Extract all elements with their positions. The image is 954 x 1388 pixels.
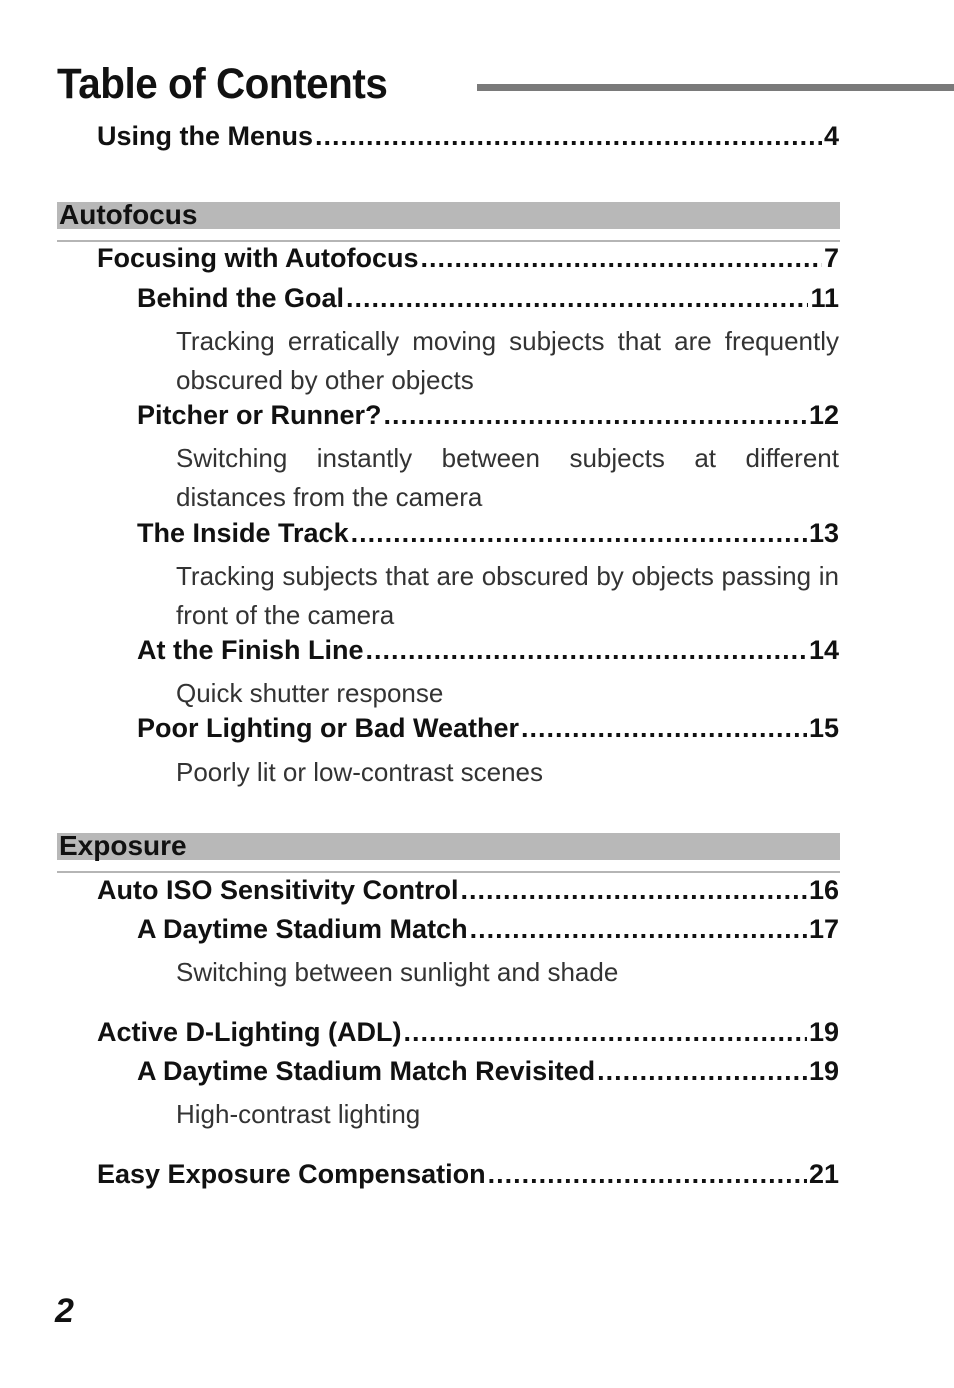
toc-entry-active-d-lighting[interactable] <box>97 1017 839 1053</box>
toc-entry-the-inside-track[interactable] <box>137 518 839 554</box>
toc-entry-label: Poor Lighting or Bad Weather <box>137 713 520 743</box>
dot-leader <box>315 121 822 152</box>
toc-entry-page: 11 <box>810 283 839 313</box>
section-header-exposure <box>57 830 840 873</box>
page-header <box>57 56 954 112</box>
section-title: Exposure <box>59 830 187 861</box>
dot-leader <box>420 243 822 274</box>
dot-leader <box>384 400 807 431</box>
title-rule <box>477 84 954 91</box>
toc-entry-description: Switching instantly between subjects at different distances from the camera <box>176 443 839 512</box>
toc-entry-description: Switching between sunlight and shade <box>176 957 619 987</box>
section-title: Autofocus <box>59 199 198 230</box>
dot-leader <box>351 518 807 549</box>
toc-entry-label: Pitcher or Runner? <box>137 400 382 430</box>
toc-entry-description: Poorly lit or low-contrast scenes <box>176 757 544 787</box>
section-header-autofocus <box>57 199 840 242</box>
dot-leader <box>597 1056 807 1087</box>
toc-entry-page: 15 <box>808 713 839 743</box>
toc-entry-page: 21 <box>808 1159 839 1189</box>
toc-entry-description: Quick shutter response <box>176 678 444 708</box>
toc-entry-page: 14 <box>808 635 839 665</box>
toc-entry-page: 17 <box>808 914 839 944</box>
toc-entry-label: Auto ISO Sensitivity Control <box>97 875 459 905</box>
dot-leader <box>461 875 807 906</box>
toc-entry-label: Active D-Lighting (ADL) <box>97 1017 402 1047</box>
toc-entry-page: 4 <box>823 121 839 151</box>
toc-entry-label: Behind the Goal <box>137 283 345 313</box>
toc-entry-description: High-contrast lighting <box>176 1099 421 1129</box>
toc-entry-page: 13 <box>808 518 839 548</box>
toc-entry-auto-iso[interactable] <box>97 875 839 911</box>
toc-entry-poor-lighting[interactable] <box>137 713 839 749</box>
toc-entry-label: The Inside Track <box>137 518 349 548</box>
toc-entry-focusing-with-autofocus[interactable] <box>97 243 839 279</box>
toc-entry-using-menus[interactable] <box>97 121 839 157</box>
page-title: Table of Contents <box>57 59 388 108</box>
toc-entry-behind-the-goal[interactable] <box>137 283 839 319</box>
toc-entry-pitcher-or-runner[interactable] <box>137 400 839 436</box>
toc-entry-at-the-finish-line[interactable] <box>137 635 839 671</box>
toc-entry-label: Easy Exposure Compensation <box>97 1159 486 1189</box>
toc-entry-label: At the Finish Line <box>137 635 364 665</box>
toc-entry-page: 12 <box>808 400 839 430</box>
toc-entry-daytime-stadium-match[interactable] <box>137 914 839 950</box>
toc-entry-label: A Daytime Stadium Match Revisited <box>137 1056 596 1086</box>
toc-entry-page: 19 <box>808 1017 839 1047</box>
dot-leader <box>488 1159 807 1190</box>
dot-leader <box>366 635 807 666</box>
dot-leader <box>521 713 807 744</box>
dot-leader <box>403 1017 806 1048</box>
toc-entry-page: 19 <box>808 1056 839 1086</box>
toc-entry-easy-exposure-compensation[interactable] <box>97 1159 839 1195</box>
toc-entry-daytime-stadium-match-revisited[interactable] <box>137 1056 839 1092</box>
toc-entry-description: Tracking erratically moving subjects that are frequently obscured by other objects <box>176 326 839 395</box>
toc-entry-description: Tracking subjects that are obscured by objects passing in front of the camera <box>176 561 839 630</box>
dot-leader <box>346 283 808 314</box>
toc-entry-label: A Daytime Stadium Match <box>137 914 468 944</box>
toc-entry-page: 16 <box>808 875 839 905</box>
dot-leader <box>470 914 807 945</box>
page-number: 2 <box>55 1292 74 1330</box>
toc-entry-label: Using the Menus <box>97 121 314 151</box>
toc-entry-label: Focusing with Autofocus <box>97 243 419 273</box>
toc-entry-page: 7 <box>823 243 839 273</box>
